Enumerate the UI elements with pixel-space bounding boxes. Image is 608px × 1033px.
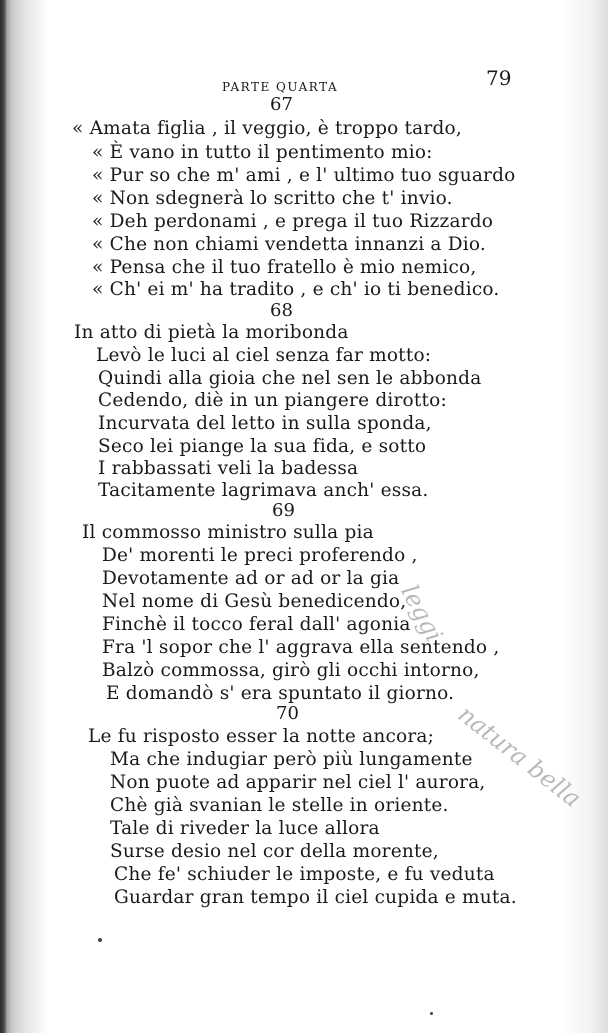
ink-speck xyxy=(98,938,102,942)
ink-speck xyxy=(430,1012,433,1015)
verse-line: « Deh perdonami , e prega il tuo Rizzardo xyxy=(92,211,494,232)
verse-line: Devotamente ad or ad or la gia xyxy=(102,568,400,589)
verse-line: Che fe' schiuder le imposte, e fu veduta xyxy=(114,864,495,885)
verse-line: Tale di riveder la luce allora xyxy=(110,818,380,839)
verse-line: Levò le luci al ciel senza far motto: xyxy=(96,345,432,366)
verse-line: Fra 'l sopor che l' aggrava ella sentendo , xyxy=(102,637,500,658)
verse-line: « Non sdegnerà lo scritto che t' invio. xyxy=(92,188,453,209)
stanza-number-69: 69 xyxy=(272,500,295,521)
verse-line: I rabbassati veli la badessa xyxy=(98,458,359,479)
verse-line: De' morenti le preci proferendo , xyxy=(102,545,418,566)
verse-line: Finchè il tocco feral dall' agonia xyxy=(102,614,411,635)
verse-line: In atto di pietà la moribonda xyxy=(74,322,349,343)
verse-line: Chè già svanian le stelle in oriente. xyxy=(110,795,449,816)
verse-line: Balzò commossa, girò gli occhi intorno, xyxy=(102,660,480,681)
verse-line: Cedendo, diè in un piangere dirotto: xyxy=(98,390,447,411)
verse-line: Guardar gran tempo il ciel cupida e muta. xyxy=(114,887,517,908)
verse-line: « Amata figlia , il veggio, è troppo tardo, xyxy=(72,118,462,139)
stanza-number-68: 68 xyxy=(270,300,293,321)
stanza-number-67: 67 xyxy=(270,94,293,115)
verse-line: Non puote ad apparir nel ciel l' aurora, xyxy=(110,772,486,793)
book-spine-shadow xyxy=(8,0,48,1033)
running-head: PARTE QUARTA xyxy=(222,80,339,94)
pencil-annotation: natura bella xyxy=(452,700,587,813)
verse-line: « Pur so che m' ami , e l' ultimo tuo sguardo xyxy=(92,165,516,186)
verse-line: Quindi alla gioia che nel sen le abbonda xyxy=(98,368,482,389)
verse-line: Surse desio nel cor della morente, xyxy=(110,841,439,862)
verse-line: « Pensa che il tuo fratello è mio nemico, xyxy=(92,257,477,278)
verse-line: Tacitamente lagrimava anch' essa. xyxy=(98,480,429,501)
verse-line: Nel nome di Gesù benedicendo, xyxy=(102,591,407,612)
verse-line: « Ch' ei m' ha tradito , e ch' io ti benedico. xyxy=(92,279,500,300)
verse-line: Ma che indugiar però più lungamente xyxy=(110,749,473,770)
verse-line: « Che non chiami vendetta innanzi a Dio. xyxy=(92,234,486,255)
verse-line: Incurvata del letto in sulla sponda, xyxy=(98,413,432,434)
verse-line: « È vano in tutto il pentimento mio: xyxy=(92,142,433,163)
verse-line: Le fu risposto esser la notte ancora; xyxy=(88,726,435,747)
verse-line: Il commosso ministro sulla pia xyxy=(82,522,374,543)
verse-line: E domandò s' era spuntato il giorno. xyxy=(106,683,455,704)
page-number: 79 xyxy=(486,66,512,90)
verse-line: Seco lei piange la sua fida, e sotto xyxy=(98,436,427,457)
stanza-number-70: 70 xyxy=(276,703,299,724)
pencil-annotation: leggi xyxy=(395,580,449,647)
